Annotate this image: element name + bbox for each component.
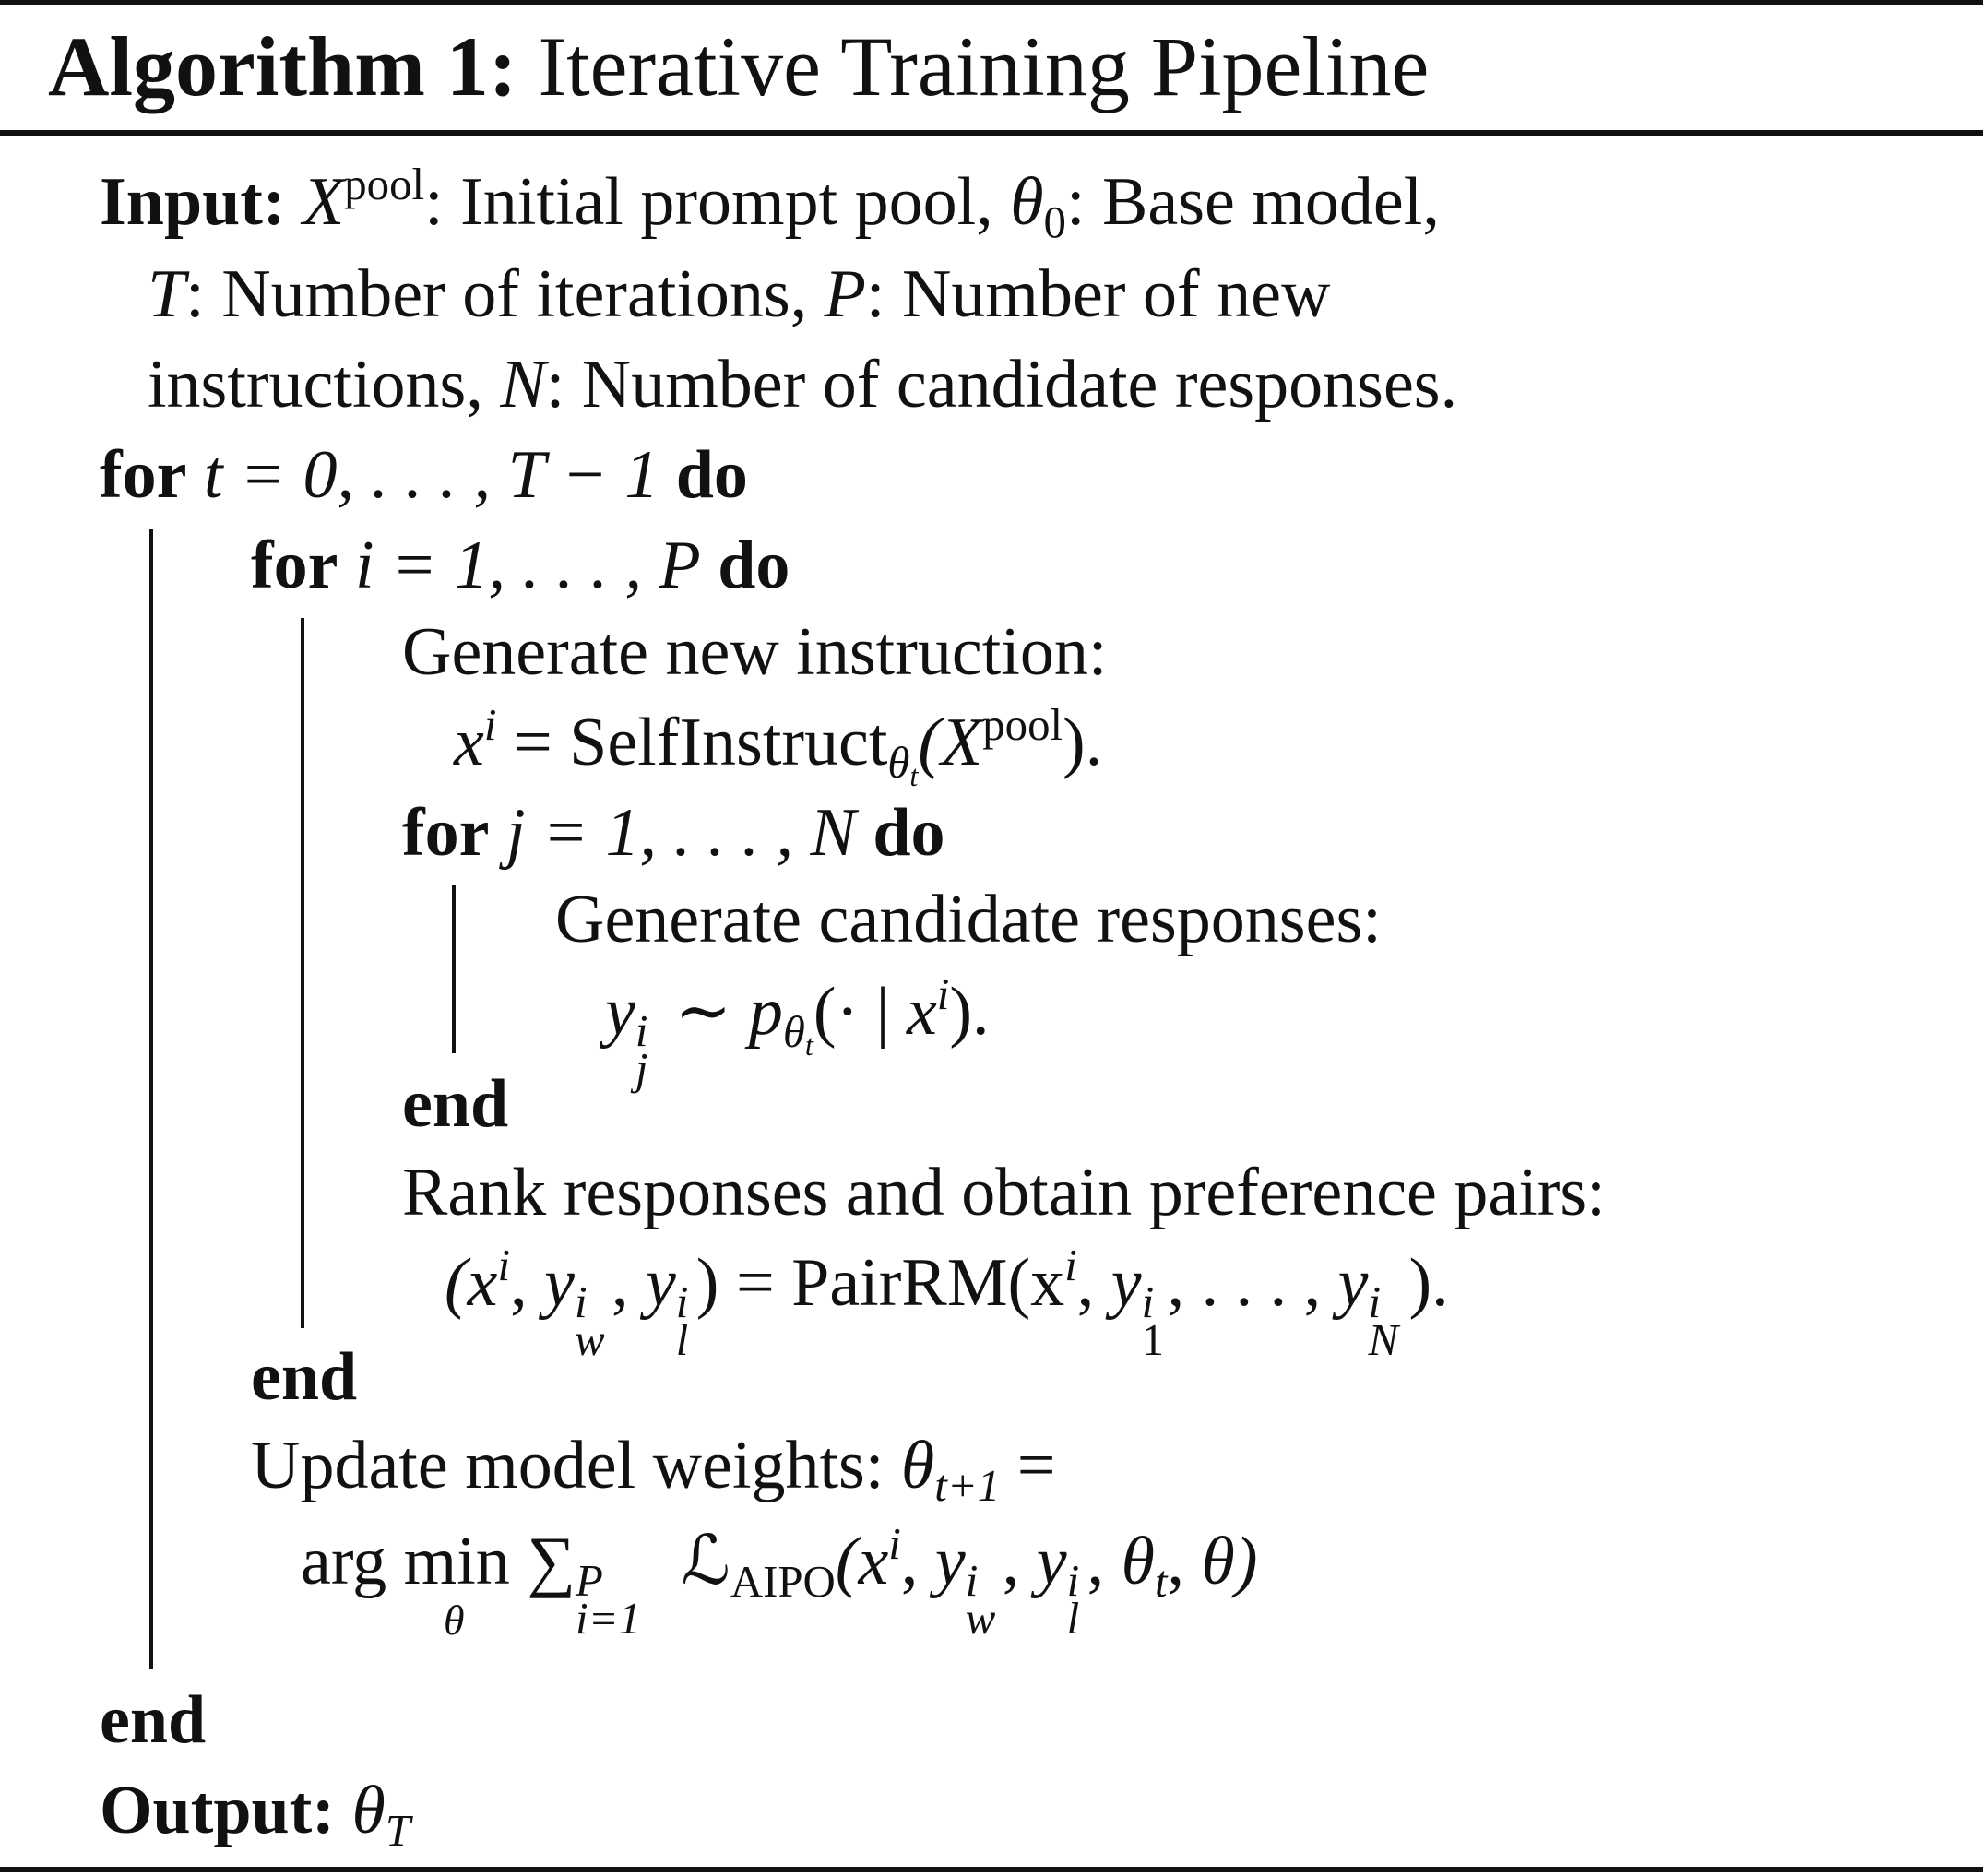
sim-op: ∼ [657, 974, 749, 1050]
T-symbol: T [148, 256, 186, 332]
output-keyword: Output: [100, 1773, 335, 1848]
y-sup: i [635, 1005, 648, 1057]
title-rule [0, 130, 1983, 136]
pairrm-op: ) = PairRM(x [695, 1245, 1065, 1321]
input-text-1: : Initial prompt pool, [424, 164, 1011, 240]
for-keyword: for [402, 795, 490, 871]
yl-sup: i [1066, 1555, 1080, 1607]
theta0-sub: 0 [1043, 196, 1066, 247]
argmin-under: θ [444, 1597, 465, 1644]
yw-sub: w [965, 1592, 996, 1644]
x-sup: i [888, 1518, 901, 1570]
formula-end: ). [1063, 705, 1103, 780]
algorithm-title [48, 19, 1430, 113]
algorithm-label: Algorithm 1: [48, 19, 517, 113]
selfinstruct-formula [454, 699, 1103, 792]
input-text-6: : Number of candidate responses. [545, 347, 1458, 422]
top-rule [0, 0, 1983, 5]
argmin-op [301, 1524, 510, 1644]
input-keyword: Input: [100, 164, 286, 240]
theta0-symbol: θ [1010, 164, 1044, 240]
yN-sub: N [1368, 1313, 1399, 1365]
loss-sub: AIPO [730, 1555, 836, 1607]
generate-instruction-text [402, 614, 1108, 690]
x-sup: i [497, 1240, 511, 1291]
loss-args-open: (x [835, 1524, 889, 1599]
loop-t-bar [149, 529, 153, 1669]
for-t-line [100, 437, 748, 513]
for-t-expr: t = 0, . . . , T − 1 [204, 437, 659, 513]
y-sub: j [635, 1042, 648, 1094]
end-t: end [100, 1682, 207, 1758]
input-text-2: : Base model, [1065, 164, 1440, 240]
for-keyword: for [100, 437, 187, 513]
update-label: Update model weights: [251, 1428, 901, 1503]
yN-sup: i [1368, 1276, 1382, 1328]
input-text-3: : Number of iterations, [185, 256, 825, 332]
do-keyword: do [873, 795, 945, 871]
theta-sub: θ [782, 1005, 805, 1057]
t-sub: t [804, 1027, 813, 1062]
rank-text [402, 1155, 1606, 1230]
x-symbol: x [906, 974, 937, 1050]
dots: , . . . , [1167, 1245, 1338, 1321]
for-i-line [251, 528, 790, 603]
yw-sup: i [574, 1276, 588, 1328]
yl-sup: i [675, 1276, 689, 1328]
eq-op: = [1000, 1428, 1056, 1503]
theta-sub: t+1 [934, 1459, 1001, 1511]
p-symbol: p [748, 974, 783, 1050]
update-text [251, 1428, 1056, 1511]
generate-candidates-label: Generate candidate responses: [555, 882, 1382, 957]
argmin-formula: arg min θ ∑ P i=1 $ℒ_{AIPO}(x^i$, y i w , y i l , $\theta_t$, θ) [301, 1518, 1258, 1644]
input-line-2 [148, 256, 1331, 332]
input-text-5: instructions, [148, 347, 501, 422]
input-text-4: : Number of new [865, 256, 1331, 332]
theta-end: θ) [1201, 1524, 1258, 1599]
x-sup: i [483, 699, 497, 751]
for-j-line [402, 795, 945, 871]
y1-sup: i [1141, 1276, 1155, 1328]
pairrm-formula: ($x^i$, y i w , y i l ) = $PairRM(x^i$, y i 1 , . . . , y i N ). [445, 1240, 1449, 1365]
loop-j-bar [452, 885, 456, 1053]
output-line [100, 1773, 410, 1856]
for-j-expr: j = 1, . . . , N [506, 795, 856, 871]
input-line-1 [100, 159, 1440, 247]
formula-end: ). [1408, 1245, 1449, 1321]
theta-sub: θ [887, 736, 910, 788]
theta-sub: T [385, 1804, 410, 1856]
x-sup: i [936, 968, 950, 1020]
generate-instruction-label: Generate new instruction: [402, 614, 1108, 690]
pool-sup: pool [982, 699, 1063, 751]
x-open: (x [445, 1245, 498, 1321]
sum-symbol: ∑ [527, 1524, 576, 1599]
theta-t: θ [1121, 1524, 1155, 1599]
for-i-expr: i = 1, . . . , P [355, 528, 701, 603]
xpool-sup: pool [344, 159, 425, 210]
yl-sub: l [675, 1313, 689, 1365]
P-symbol: P [824, 256, 866, 332]
do-keyword: do [718, 528, 790, 603]
generate-candidates-text [555, 882, 1382, 957]
sampling-formula [605, 968, 990, 1094]
t-sub: t [909, 758, 919, 792]
end-i: end [251, 1339, 358, 1415]
xpool-arg: (X [918, 705, 983, 780]
bottom-rule [0, 1867, 1983, 1872]
argmin-text: arg min [301, 1524, 510, 1599]
yl-sub: l [1066, 1592, 1080, 1644]
sum-sup: P [576, 1555, 603, 1607]
N-symbol: N [500, 347, 546, 422]
x-symbol: x [454, 705, 484, 780]
loss-symbol: ℒ [681, 1524, 730, 1599]
t-sub: t [1154, 1555, 1168, 1607]
loop-i-bar [301, 618, 304, 1328]
xpool-symbol: X [303, 164, 345, 240]
do-keyword: do [675, 437, 748, 513]
y-symbol: y [605, 974, 635, 1050]
paren-open: (· | [813, 974, 907, 1050]
theta-symbol: θ [351, 1773, 386, 1848]
for-keyword: for [251, 528, 338, 603]
yw-sub: w [574, 1313, 605, 1365]
paren-close: ). [949, 974, 990, 1050]
algorithm-name: Iterative Training Pipeline [538, 19, 1430, 113]
input-line-3 [148, 347, 1458, 422]
end-j: end [402, 1066, 509, 1142]
rank-label: Rank responses and obtain preference pairs: [402, 1155, 1606, 1230]
sum-sub: i=1 [576, 1592, 641, 1644]
theta-symbol: θ [900, 1428, 935, 1503]
x-sup: i [1064, 1240, 1077, 1291]
selfinstruct-op: = SelfInstruct [496, 705, 888, 780]
yw-sup: i [965, 1555, 979, 1607]
y1-sub: 1 [1141, 1313, 1165, 1365]
